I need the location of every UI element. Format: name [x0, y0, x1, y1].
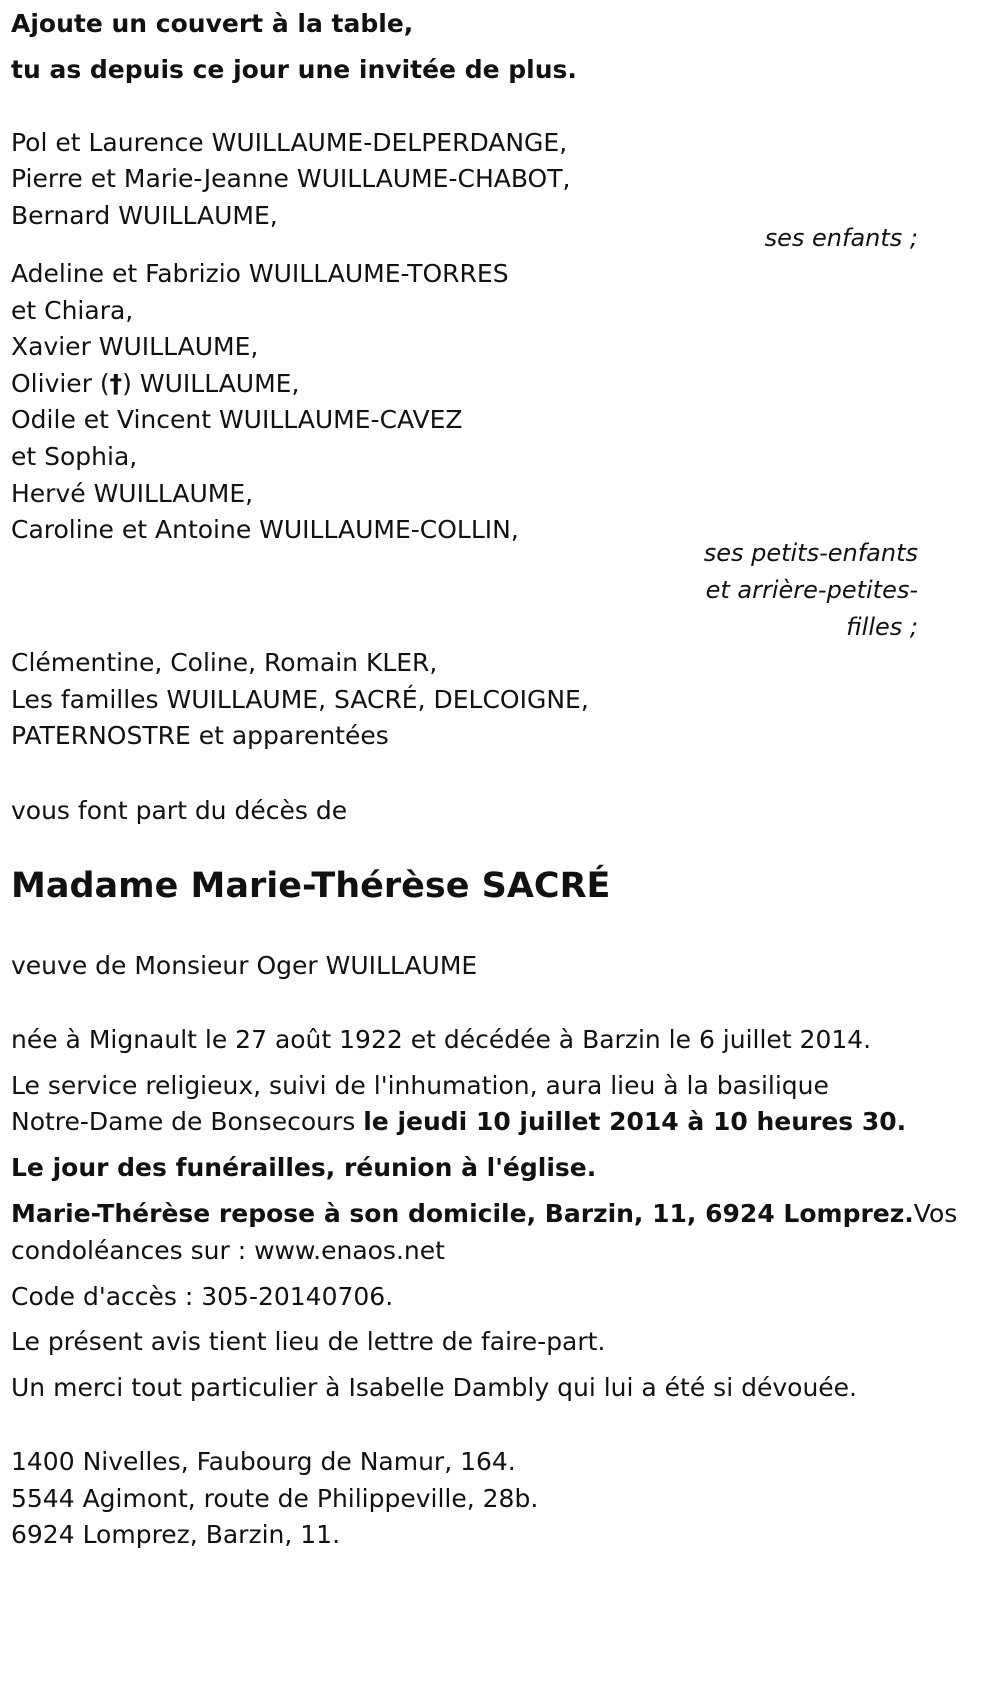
thanks-text: Un merci tout particulier à Isabelle Dambly qui lui a été si dévouée. — [11, 1373, 857, 1402]
children-role: ses enfants ; — [764, 224, 918, 252]
service-place: Notre-Dame de Bonsecours — [11, 1107, 364, 1136]
grandchild-line-7: Hervé WUILLAUME, — [11, 479, 254, 508]
grandchild-line-2: et Chiara, — [11, 296, 134, 325]
service-line-1: Le service religieux, suivi de l'inhumation, aura lieu à la basilique — [11, 1071, 829, 1100]
grandchild-line-8: Caroline et Antoine WUILLAUME-COLLIN, — [11, 515, 519, 544]
address-3: 6924 Lomprez, Barzin, 11. — [11, 1520, 341, 1549]
address-1: 1400 Nivelles, Faubourg de Namur, 164. — [11, 1447, 516, 1476]
grandchild-line-4-post: ) WUILLAUME, — [122, 369, 300, 398]
service-line-2 — [11, 1106, 906, 1138]
other-line-2: Les familles WUILLAUME, SACRÉ, DELCOIGNE, — [11, 685, 589, 714]
condolences-text: condoléances sur : www.enaos.net — [11, 1236, 445, 1265]
deceased-name: Madame Marie-Thérèse SACRÉ — [11, 866, 611, 906]
grandchild-line-4-pre: Olivier ( — [11, 369, 110, 398]
child-line-1: Pol et Laurence WUILLAUME-DELPERDANGE, — [11, 128, 568, 157]
notice-text: Le présent avis tient lieu de lettre de faire-part. — [11, 1327, 606, 1356]
grandchild-line-5: Odile et Vincent WUILLAUME-CAVEZ — [11, 405, 463, 434]
child-line-3: Bernard WUILLAUME, — [11, 201, 278, 230]
grandchildren-role-2: et arrière-petites- — [705, 576, 918, 604]
other-line-1: Clémentine, Coline, Romain KLER, — [11, 648, 438, 677]
grandchild-line-1: Adeline et Fabrizio WUILLAUME-TORRES — [11, 259, 509, 288]
birth-death-text: née à Mignault le 27 août 1922 et décédée à Barzin le 6 juillet 2014. — [11, 1025, 872, 1054]
widow-text: veuve de Monsieur Oger WUILLAUME — [11, 951, 478, 980]
grandchild-line-6: et Sophia, — [11, 442, 138, 471]
grandchild-line-3: Xavier WUILLAUME, — [11, 332, 259, 361]
access-code: Code d'accès : 305-20140706. — [11, 1282, 394, 1311]
rest-location: Marie-Thérèse repose à son domicile, Barzin, 11, 6924 Lomprez. — [11, 1199, 914, 1228]
cross-icon: † — [109, 369, 123, 398]
address-2: 5544 Agimont, route de Philippeville, 28b. — [11, 1484, 539, 1513]
other-line-3: PATERNOSTRE et apparentées — [11, 721, 389, 750]
grandchild-line-4 — [11, 368, 299, 400]
poem-line-1: Ajoute un couvert à la table, — [11, 9, 414, 38]
poem-line-2: tu as depuis ce jour une invitée de plus. — [11, 55, 577, 84]
grandchildren-role-1: ses petits-enfants — [703, 539, 918, 567]
grandchildren-role-3: filles ; — [846, 613, 918, 641]
child-line-2: Pierre et Marie-Jeanne WUILLAUME-CHABOT, — [11, 164, 571, 193]
rest-line-1 — [11, 1198, 957, 1230]
service-date: le jeudi 10 juillet 2014 à 10 heures 30. — [363, 1107, 907, 1136]
announce-text: vous font part du décès de — [11, 796, 348, 825]
reunion-text: Le jour des funérailles, réunion à l'église. — [11, 1153, 597, 1182]
rest-vos: Vos — [913, 1199, 958, 1228]
